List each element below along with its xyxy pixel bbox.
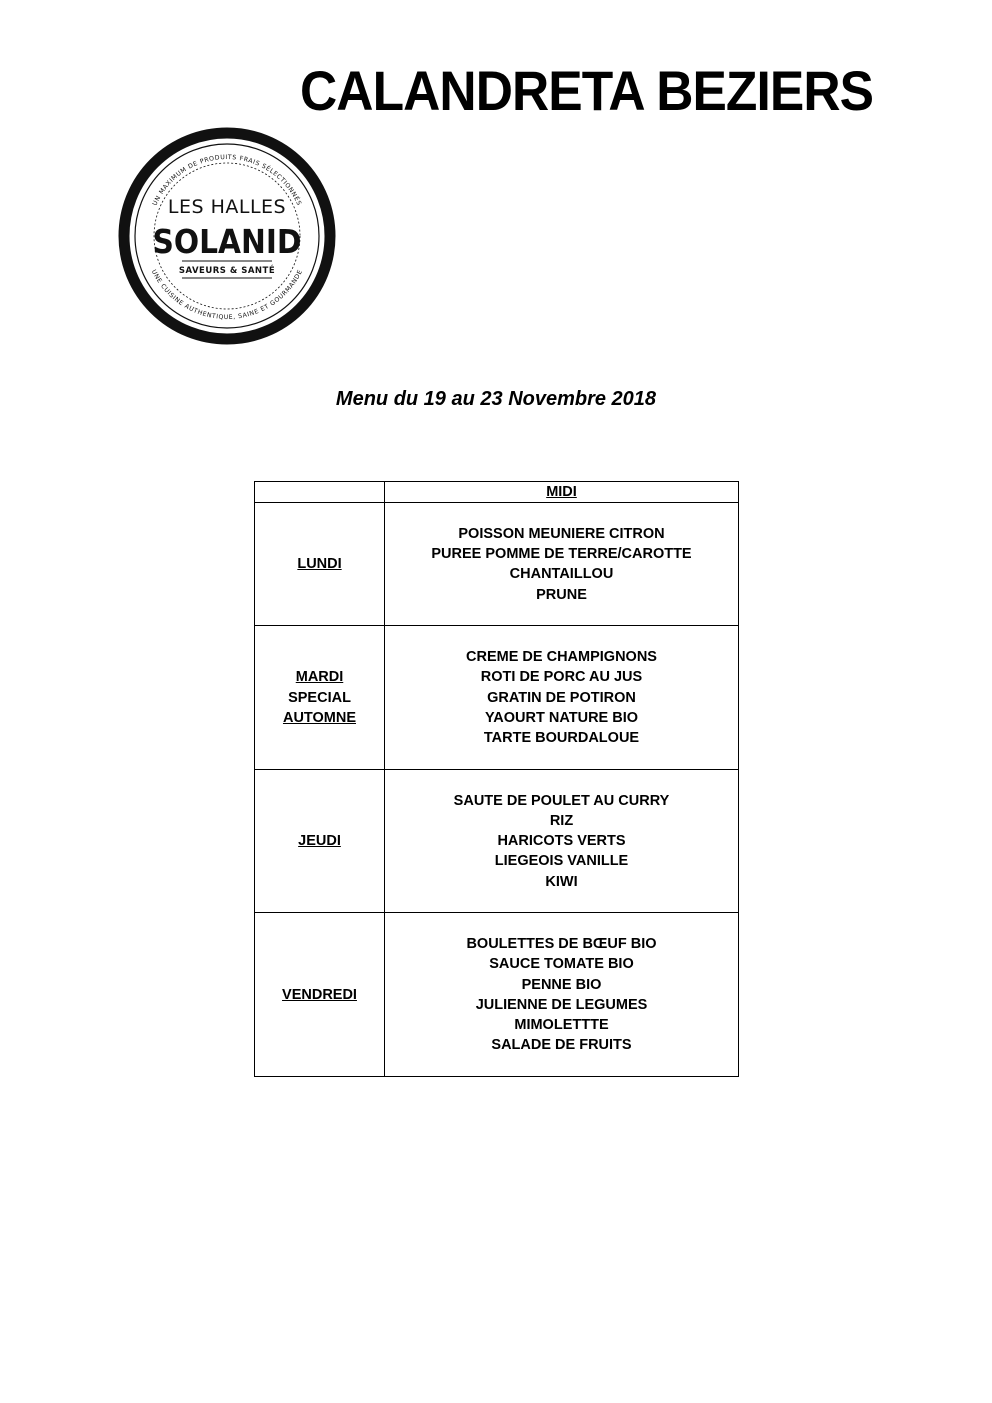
logo-line1: LES HALLES (167, 196, 287, 218)
day-label-sub: SPECIAL (288, 689, 351, 706)
menu-item: SALADE DE FRUITS (491, 1037, 632, 1054)
menu-item: CREME DE CHAMPIGNONS (466, 649, 657, 666)
day-cell-jeudi (255, 770, 385, 913)
day-label: LUNDI (297, 556, 342, 573)
menu-table (254, 481, 739, 1077)
solanid-logo (118, 127, 336, 345)
menu-item: HARICOTS VERTS (497, 833, 626, 850)
day-cell-lundi (255, 503, 385, 626)
day-cell-mardi (255, 626, 385, 770)
menu-item: YAOURT NATURE BIO (484, 709, 639, 726)
menu-item: PRUNE (536, 586, 587, 603)
menu-item: KIWI (545, 873, 578, 890)
menu-item: LIEGEOIS VANILLE (494, 853, 629, 870)
menu-items-cell (385, 503, 739, 626)
menu-item: SAUTE DE POULET AU CURRY (453, 792, 670, 809)
table-row (255, 770, 739, 913)
day-label: MARDI (295, 669, 344, 686)
table-row (255, 626, 739, 770)
day-label-sub: AUTOMNE (282, 709, 357, 726)
header-empty-cell (255, 482, 385, 503)
page-title: CALANDRETA BEZIERS (300, 59, 874, 122)
svg-text:UN MAXIMUM DE PRODUITS FRAIS S: UN MAXIMUM DE PRODUITS FRAIS SÉLECTIONNÉS (151, 154, 303, 207)
menu-item: SAUCE TOMATE BIO (489, 956, 634, 973)
menu-item: PENNE BIO (521, 976, 602, 993)
logo-line3: SAVEURS & SANTÉ (178, 266, 276, 276)
logo-line2: SOLANID (152, 223, 302, 262)
menu-item: CHANTAILLOU (509, 566, 614, 583)
table-row (255, 913, 739, 1077)
menu-item: TARTE BOURDALOUE (483, 730, 640, 747)
menu-items-cell (385, 913, 739, 1077)
menu-heading: Menu du 19 au 23 Novembre 2018 (335, 388, 657, 410)
menu-item: RIZ (549, 812, 574, 829)
svg-text:UNE CUISINE AUTHENTIQUE, SAINE: UNE CUISINE AUTHENTIQUE, SAINE ET GOURMANDE (149, 268, 305, 322)
table-header-row (255, 482, 739, 503)
menu-item: POISSON MEUNIERE CITRON (458, 525, 665, 542)
day-label: JEUDI (298, 833, 341, 850)
column-header-midi: MIDI (546, 484, 577, 500)
header-midi-cell (385, 482, 739, 503)
day-cell-vendredi (255, 913, 385, 1077)
menu-item: JULIENNE DE LEGUMES (475, 996, 648, 1013)
menu-items-cell (385, 626, 739, 770)
menu-item: PUREE POMME DE TERRE/CAROTTE (431, 546, 692, 562)
menu-items-cell (385, 770, 739, 913)
menu-item: GRATIN DE POTIRON (487, 689, 636, 706)
menu-item: BOULETTES DE BŒUF BIO (466, 935, 657, 952)
menu-item: MIMOLETTTE (514, 1017, 609, 1034)
menu-item: ROTI DE PORC AU JUS (480, 669, 643, 686)
table-row (255, 503, 739, 626)
day-label: VENDREDI (282, 986, 357, 1003)
